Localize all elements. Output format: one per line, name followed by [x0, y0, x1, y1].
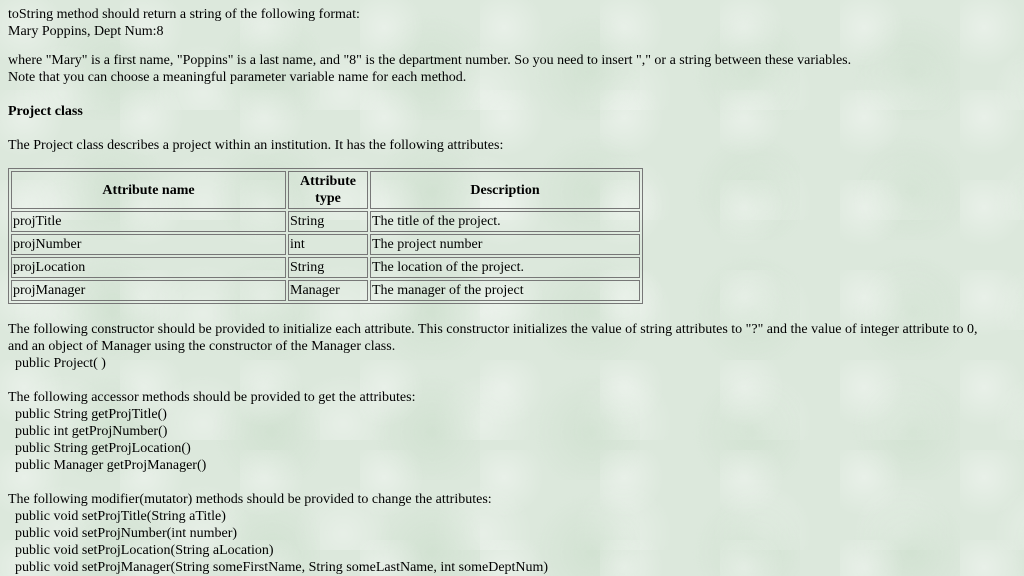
constructor-description-line2: and an object of Manager using the constructor of the Manager class. — [8, 339, 396, 354]
parameter-note-text: Note that you can choose a meaningful parameter variable name for each method. — [8, 70, 467, 85]
cell-attribute-type: Manager — [288, 280, 368, 301]
header-attribute-name: Attribute name — [11, 171, 286, 209]
accessors-intro-text: The following accessor methods should be provided to get the attributes: — [8, 390, 416, 405]
cell-attribute-type: String — [288, 257, 368, 278]
header-attribute-type-line1: Attribute — [300, 174, 356, 189]
constructor-signature: public Project( ) — [15, 356, 106, 371]
header-attribute-type — [288, 171, 368, 209]
cell-attribute-type: String — [288, 211, 368, 232]
cell-attribute-name: projLocation — [11, 257, 286, 278]
class-description-text: The Project class describes a project within an institution. It has the following attributes: — [8, 138, 504, 153]
cell-attribute-type: int — [288, 234, 368, 255]
table-row — [11, 280, 640, 301]
mutator-method: public void setProjManager(String someFirstName, String someLastName, int someDeptNum) — [15, 560, 549, 575]
table-row — [11, 211, 640, 232]
cell-description: The manager of the project — [370, 280, 640, 301]
cell-description: The location of the project. — [370, 257, 640, 278]
mutator-method: public void setProjNumber(int number) — [15, 526, 238, 541]
table-row — [11, 257, 640, 278]
cell-description: The title of the project. — [370, 211, 640, 232]
tostring-example-text: Mary Poppins, Dept Num:8 — [8, 24, 164, 39]
accessor-method: public String getProjTitle() — [15, 407, 167, 422]
mutators-intro-text: The following modifier(mutator) methods should be provided to change the attributes: — [8, 492, 492, 507]
mutator-method: public void setProjTitle(String aTitle) — [15, 509, 226, 524]
accessor-method: public String getProjLocation() — [15, 441, 191, 456]
mutator-method: public void setProjLocation(String aLocation) — [15, 543, 274, 558]
cell-description: The project number — [370, 234, 640, 255]
table-row — [11, 234, 640, 255]
header-attribute-type-line2: type — [315, 191, 341, 206]
header-description: Description — [370, 171, 640, 209]
cell-attribute-name: projManager — [11, 280, 286, 301]
tostring-explanation-text: where "Mary" is a first name, "Poppins" is a last name, and "8" is the department number. So you need to insert "," or a string between these variables. — [8, 53, 852, 68]
tostring-format-text: toString method should return a string of the following format: — [8, 7, 360, 22]
constructor-description-line1: The following constructor should be provided to initialize each attribute. This constructor initializes the value of string attributes to "?" and the value of integer attribute to 0, — [8, 322, 978, 337]
table-header-row — [11, 171, 640, 209]
document-page — [8, 6, 1024, 576]
accessor-method: public Manager getProjManager() — [15, 458, 207, 473]
accessor-method: public int getProjNumber() — [15, 424, 168, 439]
section-title: Project class — [8, 104, 83, 119]
attributes-table — [8, 168, 643, 304]
cell-attribute-name: projTitle — [11, 211, 286, 232]
cell-attribute-name: projNumber — [11, 234, 286, 255]
